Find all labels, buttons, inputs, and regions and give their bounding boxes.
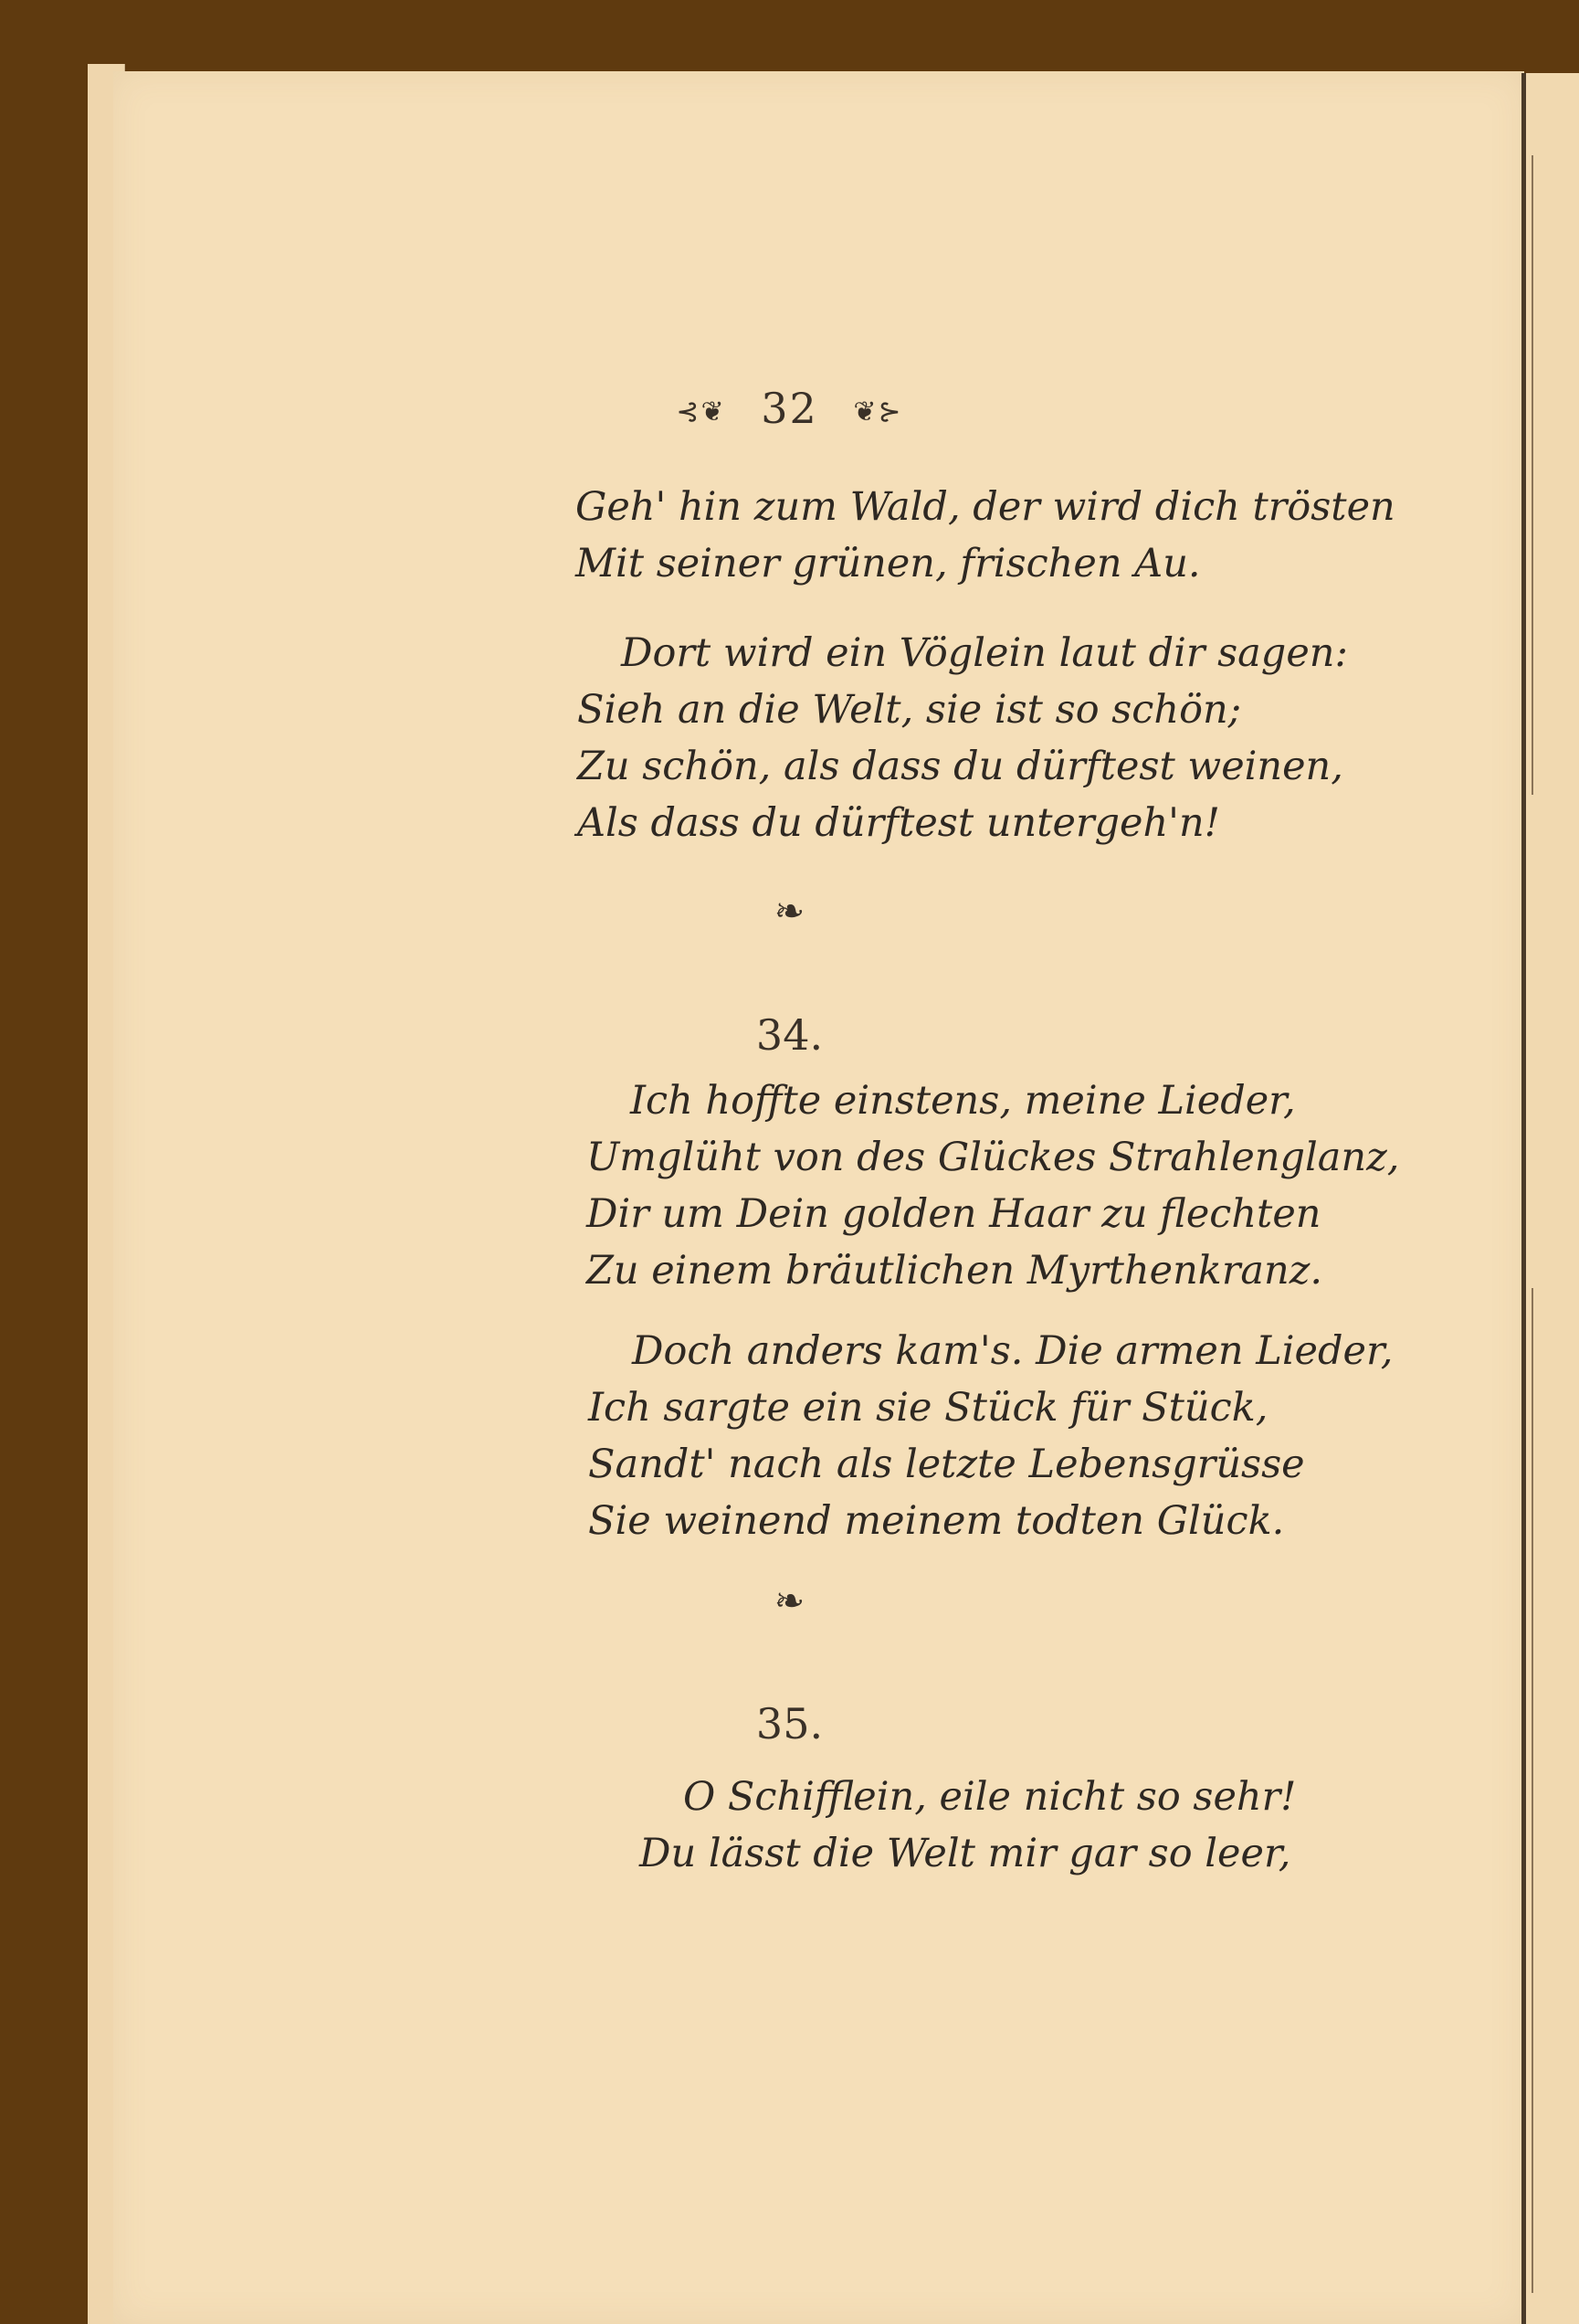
- verse-line: Sieh an die Welt, sie ist so schön;: [577, 687, 1242, 733]
- verse-line: Ich sargte ein sie Stück für Stück,: [588, 1385, 1268, 1431]
- page-header: [0, 384, 1579, 433]
- page-number: 32: [761, 384, 818, 433]
- stanza: [586, 1072, 1399, 1299]
- verse-line: Dort wird ein Vöglein laut dir sagen:: [621, 630, 1348, 676]
- header-ornament-left: ⊰❦: [676, 396, 726, 428]
- stanza: [588, 1323, 1393, 1549]
- verse-line: Ich hoffte einstens, meine Lieder,: [630, 1078, 1296, 1124]
- verse-line: Zu schön, als dass du dürftest weinen,: [577, 744, 1343, 789]
- stanza: [639, 1769, 1296, 1882]
- section-divider-ornament: ❧: [774, 891, 805, 933]
- verse-line: Als dass du dürftest untergeh'n!: [577, 800, 1220, 846]
- verse-line: Doch anders kam's. Die armen Lieder,: [632, 1328, 1394, 1374]
- stanza: [577, 625, 1348, 851]
- verse-line: Zu einem bräutlichen Myrthenkranz.: [586, 1248, 1323, 1294]
- header-ornament-right: ❦⊱: [853, 396, 903, 428]
- verse-line: Geh' hin zum Wald, der wird dich trösten: [575, 484, 1395, 530]
- poem-number: 35.: [755, 1699, 824, 1748]
- verse-line: Du lässt die Welt mir gar so leer,: [639, 1831, 1291, 1876]
- poem-number: 34.: [755, 1010, 824, 1060]
- verse-line: Umglüht von des Glückes Strahlenglanz,: [586, 1135, 1400, 1180]
- section-divider-ornament: ❧: [774, 1580, 805, 1622]
- verse-line: Dir um Dein golden Haar zu flechten: [586, 1191, 1321, 1237]
- verse-line: O Schifflein, eile nicht so sehr!: [683, 1774, 1297, 1820]
- verse-line: Sie weinend meinem todten Glück.: [588, 1498, 1285, 1544]
- verse-line: Sandt' nach als letzte Lebensgrüsse: [588, 1442, 1305, 1487]
- verse-line: Mit seiner grünen, frischen Au.: [575, 541, 1201, 586]
- stanza: [575, 479, 1395, 592]
